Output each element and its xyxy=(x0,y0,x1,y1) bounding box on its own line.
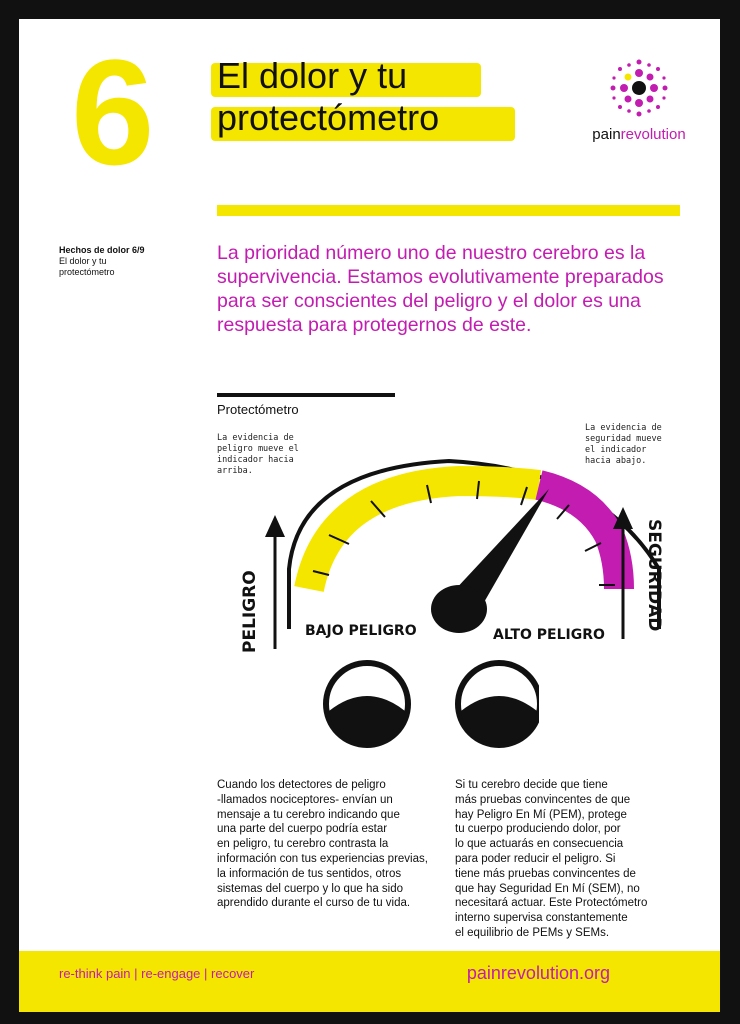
body-line: en peligro, tu cerebro contrasta la xyxy=(217,838,389,851)
body-line: necesitará actuar. Este Protectómetro xyxy=(455,897,648,910)
body-line: el equilibrio de PEMs y SEMs. xyxy=(455,926,610,939)
body-line: tiene más pruebas convincentes de xyxy=(455,867,636,880)
body-line: Si tu cerebro decide que tiene xyxy=(455,779,608,791)
body-line: -llamados nociceptores- envían un xyxy=(217,793,393,806)
footer-band xyxy=(19,951,720,1012)
gauge-note-right-line: seguridad mueve xyxy=(585,434,662,444)
gauge-magenta-band xyxy=(539,485,619,589)
page-title xyxy=(217,55,537,139)
body-line: lo que actuarás en consecuencia xyxy=(455,838,624,851)
section-label: Protectómetro xyxy=(217,402,299,417)
fact-number: 6 xyxy=(71,28,155,196)
body-line: tu cuerpo produciendo dolor, por xyxy=(455,823,621,836)
title-line-1: El dolor y tu xyxy=(217,55,408,96)
label-danger-vertical: PELIGRO xyxy=(240,570,260,653)
footer-url[interactable]: painrevolution.org xyxy=(466,963,610,983)
up-arrow-icon xyxy=(265,515,285,537)
logo-text xyxy=(589,126,689,143)
body-line: para poder reducir el peligro. Si xyxy=(455,852,616,865)
gauge-note-right-line: hacia abajo. xyxy=(585,456,647,466)
body-line: sistemas del cuerpo y lo que ha sido xyxy=(217,882,404,895)
body-line: una parte del cuerpo podría estar xyxy=(217,823,388,836)
side-note xyxy=(59,245,179,278)
side-note-line-2: protectómetro xyxy=(59,267,115,277)
body-line: que hay Seguridad En Mí (SEM), no xyxy=(455,882,640,895)
protectometer-gauge xyxy=(209,439,699,659)
gauge-note-left-line: arriba. xyxy=(217,466,253,476)
body-line: aprendido durante el curso de tu vida. xyxy=(217,897,411,910)
gauge-note-left-line: La evidencia de xyxy=(217,433,294,443)
label-high-danger: ALTO PELIGRO xyxy=(493,627,605,643)
gauge-yellow-band xyxy=(309,481,539,589)
side-note-line-1: El dolor y tu xyxy=(59,256,107,266)
footer-tagline: re-think pain | re-engage | recover xyxy=(59,966,255,981)
logo-text-pain: pain xyxy=(592,126,621,143)
gauge-pivot xyxy=(431,585,487,633)
body-line: más pruebas convincentes de que xyxy=(455,793,631,806)
yellow-divider xyxy=(217,205,680,216)
logo xyxy=(589,57,689,143)
gauge-note-left-line: indicador hacia xyxy=(217,455,294,465)
gauge-note-right-line: La evidencia de xyxy=(585,423,662,433)
eyes-illustration xyxy=(319,659,539,749)
title-line-2: protectómetro xyxy=(217,97,440,138)
intro-paragraph: La prioridad número uno de nuestro cerebro es la supervivencia. Estamos evolutivamente preparados para ser conscientes del peligro y el dolor es una respuesta para protegernos de este. xyxy=(217,242,664,336)
logo-text-revolution: revolution xyxy=(620,126,686,143)
body-line: mensaje a tu cerebro indicando que xyxy=(217,808,400,821)
body-line: Cuando los detectores de peligro xyxy=(217,779,386,791)
side-note-title: Hechos de dolor 6/9 xyxy=(59,245,145,255)
gauge-note-right-line: el indicador xyxy=(585,445,647,455)
title-block xyxy=(217,55,537,139)
body-line: la información de tus sentidos, otros xyxy=(217,867,402,880)
logo-dots-icon xyxy=(604,57,674,119)
gauge-note-left-line: peligro mueve el xyxy=(217,444,299,454)
body-line: hay Peligro En Mí (PEM), protege xyxy=(455,808,627,821)
label-low-danger: BAJO PELIGRO xyxy=(305,623,417,639)
body-column-left xyxy=(217,778,449,911)
body-line: interno supervisa constantemente xyxy=(455,912,628,925)
body-line: información con tus experiencias previas, xyxy=(217,852,428,865)
label-safety-vertical: SEGURIDAD xyxy=(644,519,664,632)
black-divider xyxy=(217,393,395,397)
poster-page xyxy=(19,19,720,1012)
body-column-right xyxy=(455,778,687,941)
